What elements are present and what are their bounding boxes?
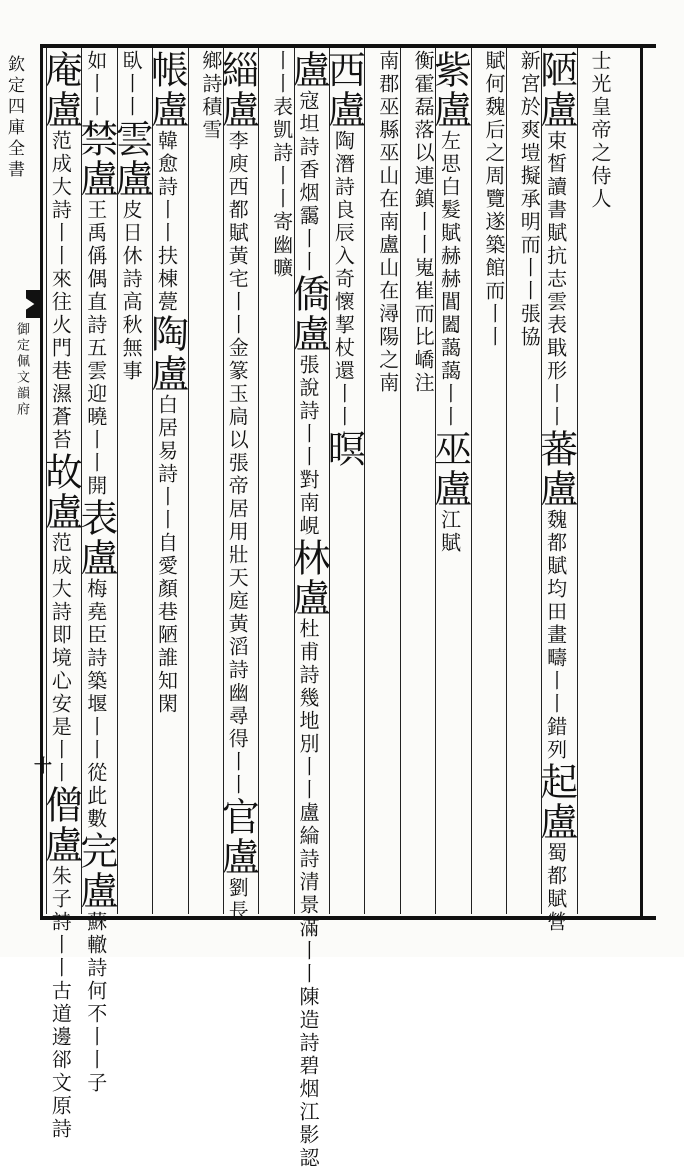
citation-text: 束皙讀書賦抗志雲表戢形丨丨	[543, 130, 568, 429]
column-rule	[577, 48, 578, 914]
column-rule	[541, 48, 542, 914]
text-column-15	[73, 50, 118, 1095]
text-column-16	[38, 50, 83, 1141]
headword: 禁盧	[73, 119, 118, 199]
citation-text: 左思白髮賦赫赫閶闔藹藹丨丨	[437, 130, 462, 429]
citation-text: 臥丨丨	[119, 50, 144, 119]
citation-text: 朱子詩丨丨古道邊郤文原詩	[48, 865, 73, 1141]
text-column-2	[533, 50, 578, 934]
column-rule	[329, 48, 330, 914]
headword: 表盧	[73, 498, 118, 578]
headword: 西盧	[321, 50, 366, 130]
text-column-13	[144, 50, 189, 912]
text-column-9	[286, 50, 330, 1170]
text-column-14	[109, 50, 154, 912]
column-rule	[294, 48, 295, 914]
citation-text: 李庾西都賦黃宅丨丨金篆玉扃以張帝居用壯天庭黃滔詩幽尋得丨丨	[225, 130, 250, 797]
citation-text: 蜀都賦營	[543, 842, 568, 934]
citation-text: 皮日休詩高秋無事	[119, 199, 144, 383]
right-border	[640, 44, 643, 918]
citation-text: 梅堯臣詩築堰丨丨從此數	[83, 578, 108, 831]
text-column-7: 南郡巫縣巫山在南盧山在潯陽之南	[375, 50, 400, 395]
citation-text: 如丨丨	[83, 50, 108, 119]
headword: 庵盧	[38, 50, 83, 130]
column-rule	[364, 48, 365, 914]
headword: 完盧	[73, 831, 118, 911]
citation-text: 寇坦詩香烟靄丨丨	[296, 90, 320, 274]
citation-text: 白居易詩丨丨自愛顏巷陋誰知	[154, 394, 179, 693]
column-rule	[46, 48, 47, 914]
column-rule	[258, 48, 259, 914]
citation-text: 范成大詩丨丨來往火門巷濕蒼苔	[48, 130, 73, 452]
citation-text: 韓愈詩丨丨扶棟甍	[154, 130, 179, 314]
citation-text: 江賦	[437, 509, 462, 555]
column-rule	[188, 48, 189, 914]
headword: 暝	[321, 429, 366, 469]
citation-text: 蘇轍詩何不丨丨子	[83, 911, 108, 1095]
headword: 盧	[286, 50, 330, 90]
citation-text: 張說詩丨丨對南峴	[296, 354, 320, 538]
column-rule	[81, 48, 82, 914]
column-rule	[117, 48, 118, 914]
fish-tail-mark	[26, 290, 40, 318]
top-border	[40, 44, 656, 48]
headword: 陋盧	[533, 50, 578, 130]
column-rule	[223, 48, 224, 914]
column-rule	[152, 48, 153, 914]
text-column-10: 丨丨表凱詩丨丨寄幽曠	[269, 50, 294, 280]
text-column-1: 士光皇帝之侍人	[588, 50, 612, 211]
headword: 帳盧	[144, 50, 189, 130]
headword: 官盧	[215, 797, 260, 877]
text-column-11	[215, 50, 260, 923]
citation-text: 杜甫詩幾地別丨丨盧綸詩清景滿丨丨陳造詩碧烟江影認	[296, 618, 320, 1170]
headword: 紫盧	[427, 50, 472, 130]
headword: 巫盧	[427, 429, 472, 509]
text-column-6: 衡霍磊落以連鎮丨丨嵬崔而比嶠注	[411, 50, 436, 395]
book-title: 御定佩文韻府	[14, 322, 29, 418]
text-column-12: 鄉詩積雪	[198, 50, 223, 142]
text-column-4: 賦何魏后之周覽遂築館而丨丨	[481, 50, 506, 349]
text-column-8	[321, 50, 366, 912]
column-rule	[400, 48, 401, 914]
page-number: 十	[34, 756, 52, 777]
headword: 僧盧	[38, 785, 83, 865]
citation-text: 閑	[154, 693, 179, 716]
citation-text: 陶潛詩良辰入奇懷挈杖還丨丨	[331, 130, 356, 429]
headword: 緇盧	[215, 50, 260, 130]
column-rule	[471, 48, 472, 914]
library-title: 欽定四庫全書	[4, 55, 24, 181]
headword: 故盧	[38, 452, 83, 532]
citation-text: 魏都賦均田畫疇丨丨錯列	[543, 509, 568, 762]
column-rule	[435, 48, 436, 914]
headword: 雲盧	[109, 119, 154, 199]
headword: 僑盧	[286, 274, 330, 354]
citation-text: 王禹偁偶直詩五雲迎曉丨丨開	[83, 199, 108, 498]
headword: 陶盧	[144, 314, 189, 394]
text-column-3: 新宮於爽塏擬承明而丨丨張協	[517, 50, 542, 349]
headword: 蕃盧	[533, 429, 578, 509]
text-column-5	[427, 50, 472, 912]
column-rule	[506, 48, 507, 914]
headword: 林盧	[286, 538, 330, 618]
citation-text: 范成大詩即境心安是丨丨	[48, 532, 73, 785]
headword: 起盧	[533, 762, 578, 842]
citation-text: 劉長	[225, 877, 250, 923]
